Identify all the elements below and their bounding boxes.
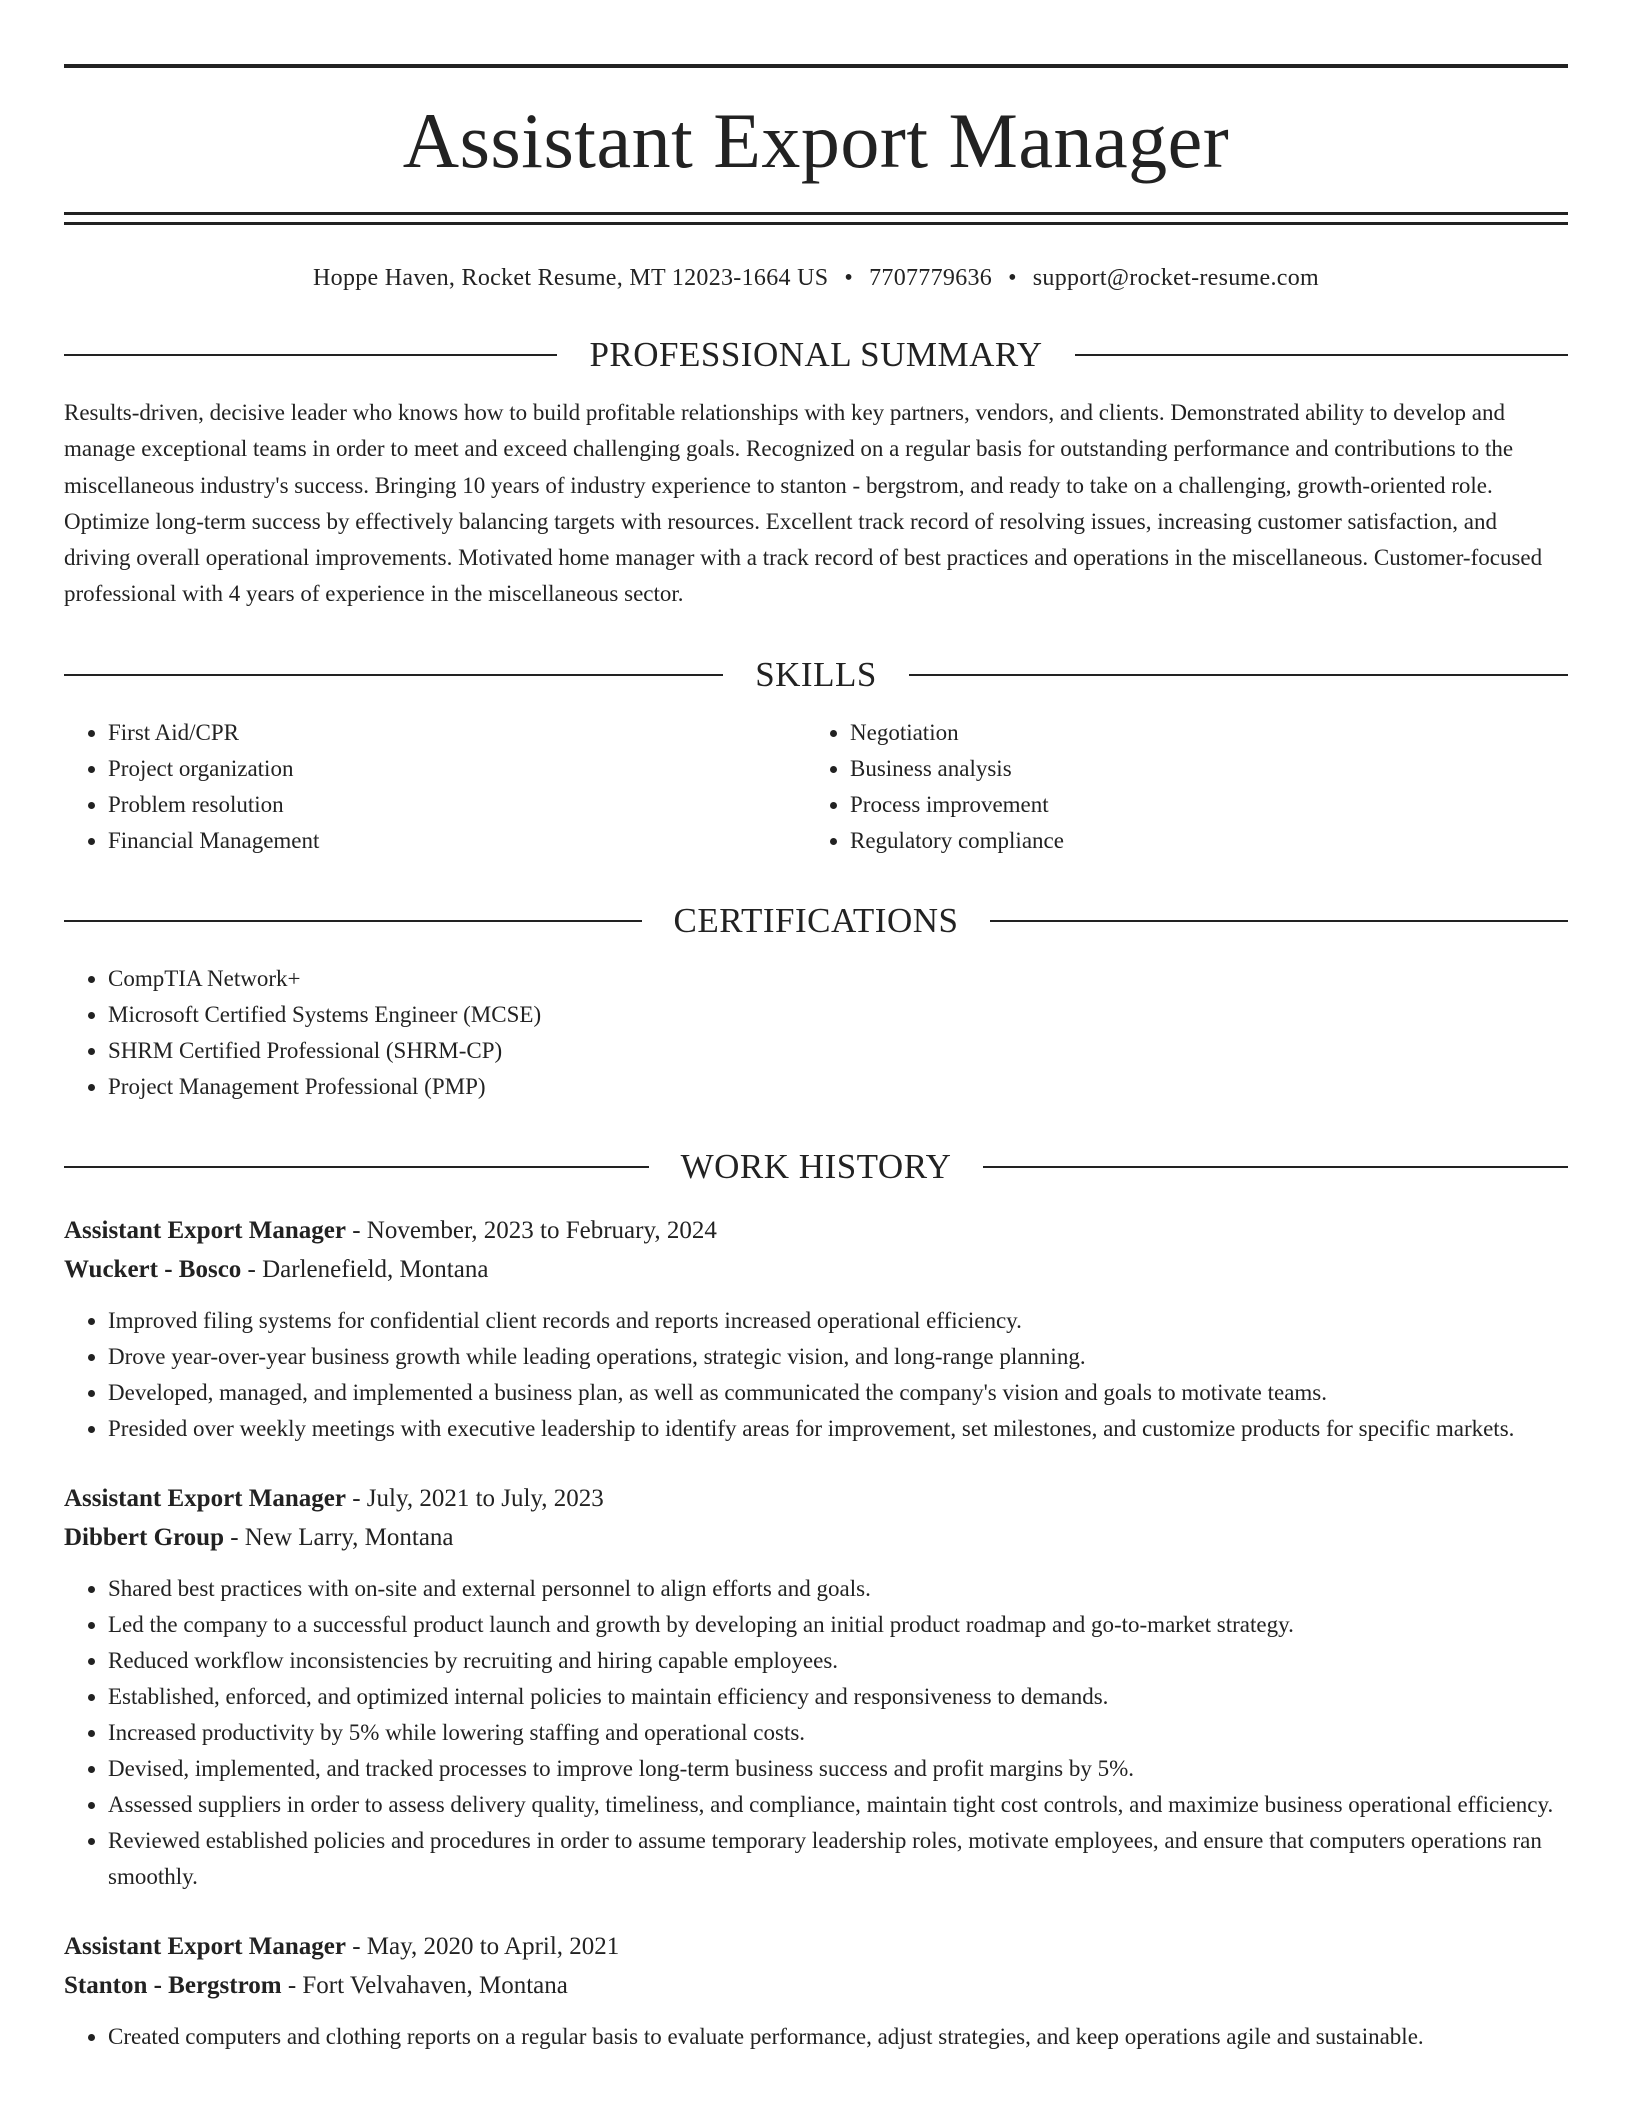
job-bullet: • Led the company to a successful product launch and growth by developing an initial product roadmap and go-to-market strategy.	[108, 1607, 1568, 1643]
section-heading-skills	[64, 655, 1568, 695]
section-heading-summary	[64, 335, 1568, 375]
job-bullet: • Assessed suppliers in order to assess delivery quality, timeliness, and compliance, maintain tight cost controls, and maximize business operational efficiency.	[108, 1787, 1568, 1823]
skill-item: • Problem resolution	[108, 787, 806, 823]
job-dates: - May, 2020 to April, 2021	[345, 1932, 620, 1960]
skill-item: • Business analysis	[850, 751, 1548, 787]
section-heading-label: CERTIFICATIONS	[673, 900, 959, 940]
job-company-line	[64, 1250, 1568, 1289]
contact-phone: 7707779636	[869, 265, 993, 291]
skill-item: • Process improvement	[850, 787, 1548, 823]
job-location: - Darlenefield, Montana	[241, 1255, 489, 1283]
job-company: Dibbert Group	[64, 1523, 224, 1551]
section-heading-label: SKILLS	[755, 654, 877, 694]
job-bullet: • Presided over weekly meetings with executive leadership to identify areas for improvement, set milestones, and customize products for specific markets.	[108, 1411, 1568, 1447]
job-bullet: • Increased productivity by 5% while lowering staffing and operational costs.	[108, 1715, 1568, 1751]
job-bullets	[64, 1303, 1568, 1447]
job-bullet: • Reduced workflow inconsistencies by recruiting and hiring capable employees.	[108, 1643, 1568, 1679]
contact-email: support@rocket-resume.com	[1032, 265, 1319, 291]
certification-item: • Project Management Professional (PMP)	[108, 1069, 1568, 1105]
job-company-line	[64, 1966, 1568, 2005]
job-title: Assistant Export Manager	[64, 1932, 346, 1960]
job-entry	[64, 1211, 1568, 1447]
job-bullet: • Established, enforced, and optimized internal policies to maintain efficiency and responsiveness to demands.	[108, 1679, 1568, 1715]
skills-column-right	[806, 715, 1548, 859]
job-bullet: • Shared best practices with on-site and external personnel to align efforts and goals.	[108, 1571, 1568, 1607]
job-company: Wuckert - Bosco	[64, 1255, 242, 1283]
contact-separator: •	[1008, 265, 1017, 291]
job-bullet: • Developed, managed, and implemented a business plan, as well as communicated the company's vision and goals to motivate teams.	[108, 1375, 1568, 1411]
job-dates: - November, 2023 to February, 2024	[345, 1216, 717, 1244]
resume-title: Assistant Export Manager	[402, 97, 1230, 184]
job-bullet: • Devised, implemented, and tracked processes to improve long-term business success and profit margins by 5%.	[108, 1751, 1568, 1787]
certification-item: • SHRM Certified Professional (SHRM-CP)	[108, 1033, 1568, 1069]
job-bullet: • Improved filing systems for confidential client records and reports increased operational efficiency.	[108, 1303, 1568, 1339]
job-bullets	[64, 2019, 1568, 2055]
skill-item: • Project organization	[108, 751, 806, 787]
section-heading-certifications	[64, 901, 1568, 941]
job-location: - Fort Velvahaven, Montana	[281, 1971, 568, 1999]
section-heading-label: WORK HISTORY	[680, 1146, 952, 1186]
job-title: Assistant Export Manager	[64, 1216, 346, 1244]
skill-item: • Regulatory compliance	[850, 823, 1548, 859]
job-title: Assistant Export Manager	[64, 1484, 346, 1512]
skills-column-left	[64, 715, 806, 859]
job-title-line	[64, 1211, 1568, 1250]
section-heading-label: PROFESSIONAL SUMMARY	[589, 335, 1043, 374]
certifications-list	[64, 961, 1568, 1105]
contact-separator: •	[844, 265, 854, 291]
skill-item: • First Aid/CPR	[108, 715, 806, 751]
contact-line	[64, 263, 1568, 293]
certification-item: • Microsoft Certified Systems Engineer (MCSE)	[108, 997, 1568, 1033]
job-bullet: • Reviewed established policies and procedures in order to assume temporary leadership roles, motivate employees, and ensure that computers operations ran smoothly.	[108, 1823, 1568, 1895]
section-heading-work-history	[64, 1147, 1568, 1187]
skill-item: • Negotiation	[850, 715, 1548, 751]
job-entry	[64, 1479, 1568, 1895]
skill-item: • Financial Management	[108, 823, 806, 859]
skills-list	[64, 715, 1568, 859]
job-entry	[64, 1927, 1568, 2055]
job-bullets	[64, 1571, 1568, 1895]
contact-address: Hoppe Haven, Rocket Resume, MT 12023-1664 US	[313, 265, 829, 291]
title-double-rule	[64, 212, 1568, 225]
job-dates: - July, 2021 to July, 2023	[345, 1484, 604, 1512]
job-company: Stanton - Bergstrom	[64, 1971, 282, 1999]
job-location: - New Larry, Montana	[223, 1523, 454, 1551]
job-bullet: • Created computers and clothing reports on a regular basis to evaluate performance, adjust strategies, and keep operations agile and sustainable.	[108, 2019, 1568, 2055]
top-rule	[64, 64, 1568, 68]
job-bullet: • Drove year-over-year business growth while leading operations, strategic vision, and long-range planning.	[108, 1339, 1568, 1375]
job-title-line	[64, 1927, 1568, 1966]
summary-text: Results-driven, decisive leader who knows how to build profitable relationships with key partners, vendors, and clients. Demonstrated ability to develop and manage exceptional teams in order to meet and exceed challenging goals. Recognized on a regular basis for outstanding performance and contributions to the miscellaneous industry's success. Bringing 10 years of industry experience to stanton - bergstrom, and ready to take on a challenging, growth-oriented role. Optimize long-term success by effectively balancing targets with resources. Excellent track record of resolving issues, increasing customer satisfaction, and driving overall operational improvements. Motivated home manager with a track record of best practices and operations in the miscellaneous. Customer-focused professional with 4 years of experience in the miscellaneous sector.	[64, 400, 1543, 607]
job-company-line	[64, 1518, 1568, 1557]
resume-page	[64, 64, 1568, 2055]
certification-item: • CompTIA Network+	[108, 961, 1568, 997]
job-title-line	[64, 1479, 1568, 1518]
